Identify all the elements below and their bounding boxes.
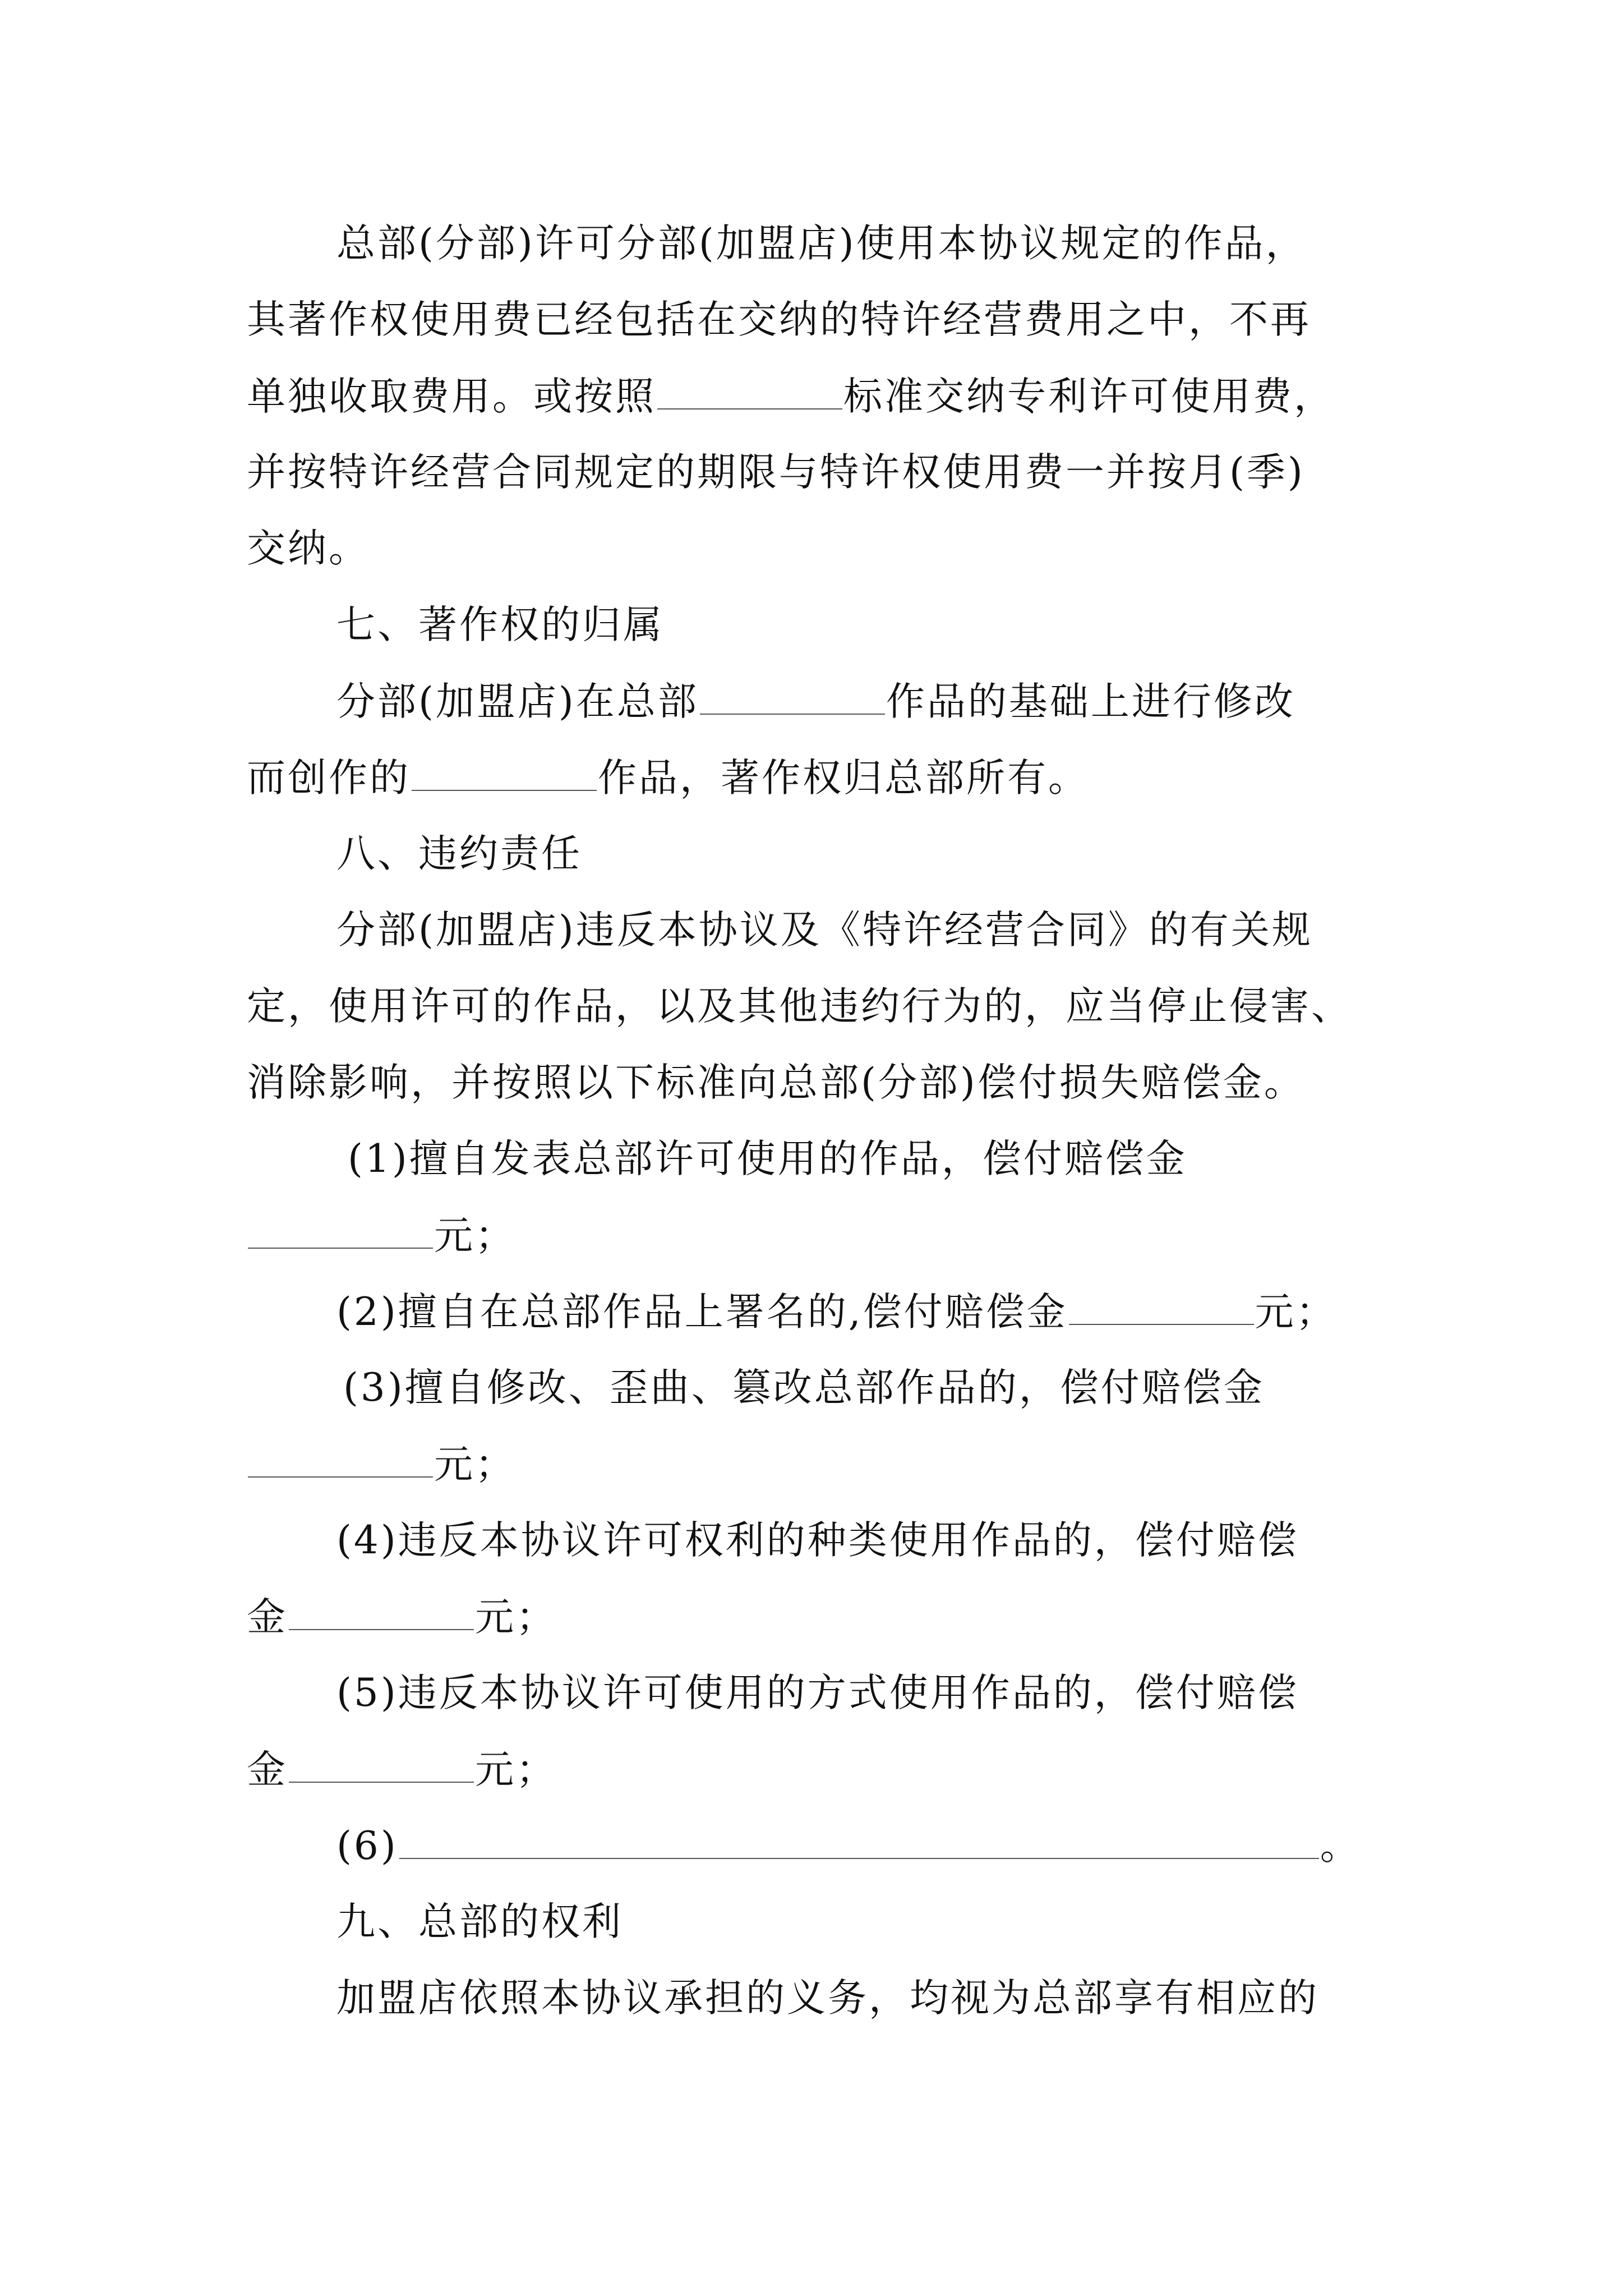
- list-item: [336, 1290, 1337, 1335]
- text: 分部(加盟店)在总部: [336, 679, 699, 724]
- text: (5)违反本协议许可使用的方式使用作品的，偿付赔偿: [336, 1671, 1299, 1715]
- fill-in-blank: [1069, 1292, 1254, 1325]
- text: 元；: [475, 1747, 557, 1792]
- list-item-continuation: [247, 1442, 516, 1487]
- text: 金: [247, 1747, 288, 1792]
- paragraph-line: [247, 450, 1305, 495]
- text: 元；: [434, 1213, 516, 1258]
- fill-in-blank: [657, 377, 842, 409]
- text: 单独收取费用。或按照: [247, 374, 656, 419]
- fill-in-blank: [289, 1750, 474, 1783]
- list-item-continuation: [247, 1747, 557, 1792]
- text: (2)擅自在总部作品上署名的,偿付赔偿金: [336, 1290, 1068, 1335]
- text: 作品，著作权归总部所有。: [598, 756, 1089, 800]
- paragraph-line: [247, 526, 370, 571]
- text: 交纳。: [247, 526, 370, 571]
- fill-in-blank: [700, 682, 885, 715]
- paragraph-line: [247, 1060, 1305, 1105]
- text: 并按特许经营合同规定的期限与特许权使用费一并按月(季): [247, 450, 1305, 495]
- text: 元；: [1255, 1290, 1337, 1335]
- fill-in-blank: [399, 1826, 1319, 1859]
- text: 标准交纳专利许可使用费，: [843, 374, 1335, 419]
- text: 加盟店依照本协议承担的义务，均视为总部享有相应的: [336, 1976, 1319, 2021]
- paragraph-line: [336, 679, 1295, 724]
- text: 定，使用许可的作品，以及其他违约行为的，应当停止侵害、: [247, 984, 1352, 1029]
- paragraph-line: [247, 984, 1352, 1029]
- text: 元；: [434, 1442, 516, 1487]
- text: (6): [336, 1824, 398, 1869]
- list-item: [343, 1365, 1265, 1410]
- text: 元；: [475, 1595, 557, 1640]
- text: 而创作的: [247, 756, 411, 800]
- list-item: [336, 1518, 1299, 1563]
- text: 分部(加盟店)违反本协议及《特许经营合同》的有关规: [336, 908, 1313, 953]
- text: 消除影响，并按照以下标准向总部(分部)偿付损失赔偿金。: [247, 1060, 1305, 1105]
- heading-text: 七、著作权的归属: [336, 602, 664, 647]
- paragraph-line: [336, 221, 1307, 266]
- list-item-continuation: [247, 1595, 557, 1640]
- text: 金: [247, 1595, 288, 1640]
- heading-text: 八、违约责任: [336, 831, 582, 876]
- text: (1)擅自发表总部许可使用的作品，偿付赔偿金: [348, 1137, 1187, 1181]
- paragraph-line: [336, 1976, 1319, 2021]
- text: 其著作权使用费已经包括在交纳的特许经营费用之中，不再: [247, 297, 1311, 342]
- fill-in-blank: [289, 1598, 474, 1630]
- list-item: [336, 1671, 1299, 1715]
- fill-in-blank: [412, 758, 597, 791]
- text: 总部(分部)许可分部(加盟店)使用本协议规定的作品，: [336, 221, 1307, 266]
- paragraph-line: [247, 297, 1311, 342]
- list-item-continuation: [247, 1213, 516, 1258]
- section-heading: [336, 602, 664, 647]
- section-heading: [336, 1899, 623, 1944]
- paragraph-line: [336, 908, 1313, 953]
- text: 。: [1320, 1824, 1361, 1869]
- paragraph-line: [247, 374, 1335, 419]
- text: (4)违反本协议许可权利的种类使用作品的，偿付赔偿: [336, 1518, 1299, 1563]
- fill-in-blank: [248, 1445, 433, 1478]
- section-heading: [336, 831, 582, 876]
- list-item: [348, 1137, 1187, 1181]
- text: 作品的基础上进行修改: [886, 679, 1295, 724]
- text: (3)擅自修改、歪曲、篡改总部作品的，偿付赔偿金: [343, 1365, 1265, 1410]
- paragraph-line: [247, 758, 1089, 798]
- heading-text: 九、总部的权利: [336, 1899, 623, 1944]
- fill-in-blank: [248, 1216, 433, 1249]
- list-item: [336, 1824, 1361, 1869]
